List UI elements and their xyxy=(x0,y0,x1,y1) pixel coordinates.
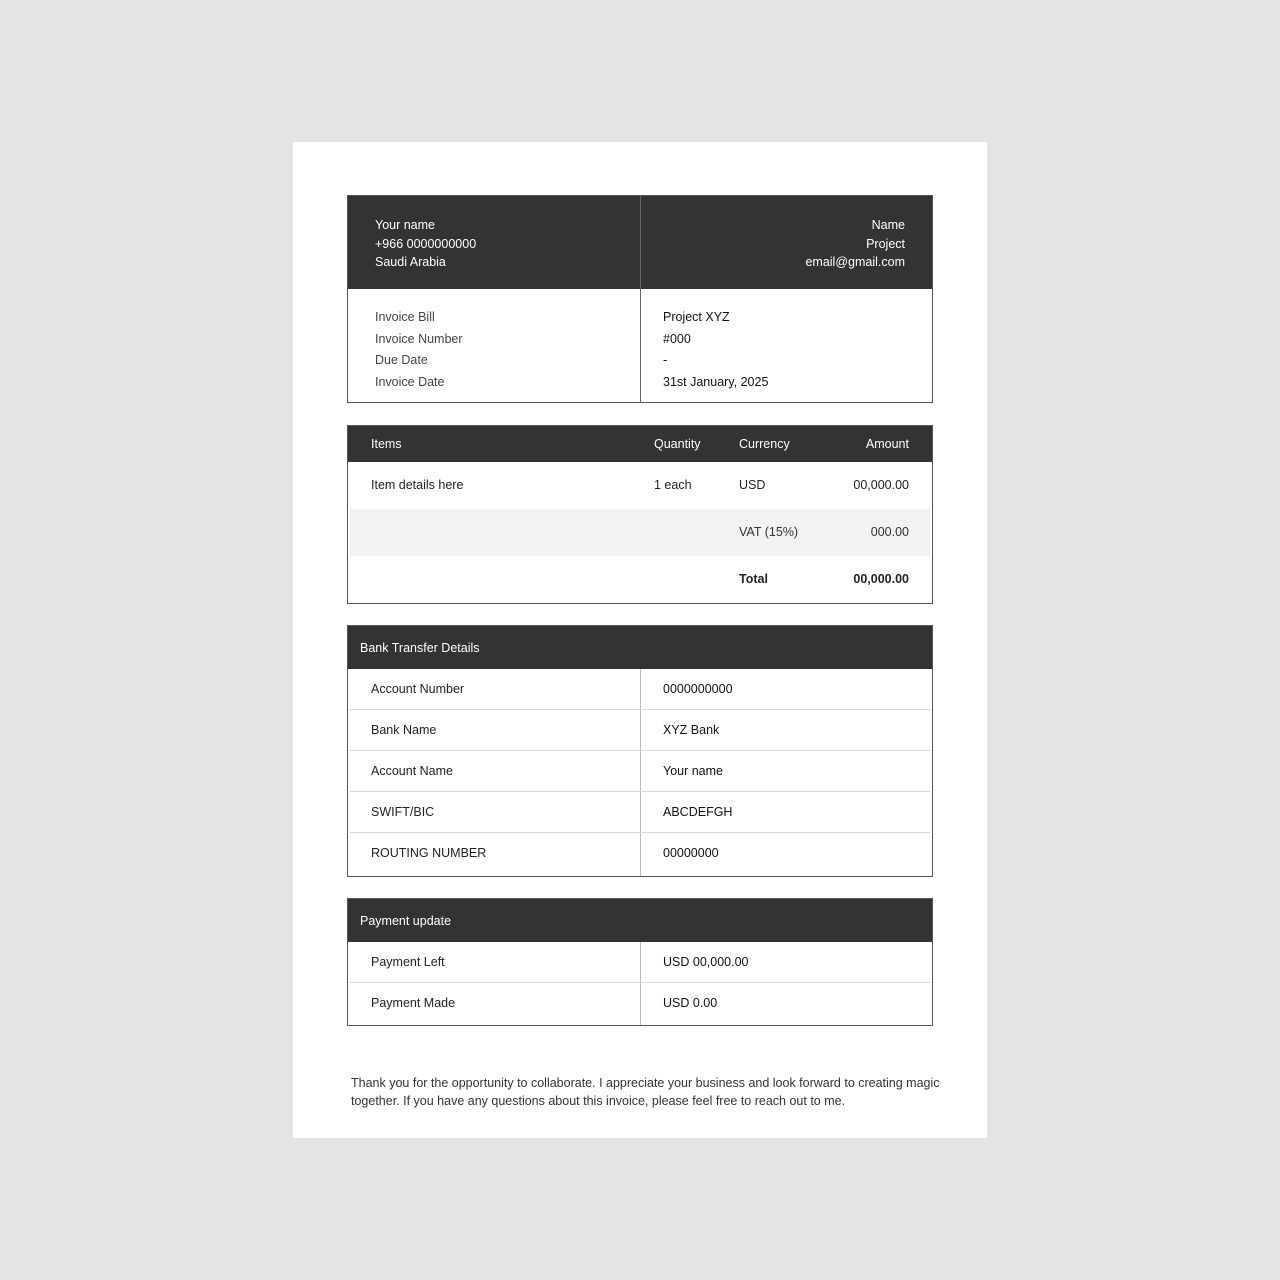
payment-row-left xyxy=(350,942,930,983)
payment-label: Payment Made xyxy=(371,996,456,1010)
recipient-name: Name xyxy=(871,218,905,232)
item-details: Item details here xyxy=(371,478,464,492)
bank-label: ROUTING NUMBER xyxy=(371,846,487,860)
recipient-block xyxy=(805,216,905,272)
thank-you-note: Thank you for the opportunity to collaborate. I appreciate your business and look forward to creating magic together. If you have any questions about this invoice, please feel free to reach out to me. xyxy=(351,1076,940,1108)
sender-country: Saudi Arabia xyxy=(375,255,446,269)
total-label: Total xyxy=(739,572,768,586)
invoice-meta-values xyxy=(663,307,768,393)
bank-value: 00000000 xyxy=(663,846,719,860)
items-table-header xyxy=(348,426,932,462)
item-amount: 00,000.00 xyxy=(853,478,909,492)
item-currency: USD xyxy=(739,478,766,492)
total-amount: 00,000.00 xyxy=(853,572,909,586)
payment-update-title: Payment update xyxy=(360,914,452,928)
bank-row-bank-name xyxy=(350,710,930,751)
payment-row-made xyxy=(350,983,930,1024)
header-divider xyxy=(640,196,641,402)
header-amount: Amount xyxy=(865,437,909,451)
meta-label-due-date: Due Date xyxy=(375,353,428,367)
meta-value-due-date: - xyxy=(663,353,668,367)
bank-value: 0000000000 xyxy=(663,682,733,696)
payment-update-title-bar xyxy=(348,899,932,942)
sender-phone: +966 0000000000 xyxy=(375,236,477,251)
sender-block xyxy=(375,216,476,272)
bank-label: Account Name xyxy=(371,764,453,778)
bank-label: Account Number xyxy=(371,682,465,696)
header-quantity: Quantity xyxy=(654,437,701,451)
header-items: Items xyxy=(371,437,402,451)
meta-value-number: #000 xyxy=(663,331,691,346)
header-currency: Currency xyxy=(739,437,790,451)
bank-value: ABCDEFGH xyxy=(663,805,733,819)
bank-value: Your name xyxy=(663,764,723,778)
meta-label-invoice-date: Invoice Date xyxy=(375,374,445,389)
invoice-meta-labels xyxy=(375,307,463,393)
recipient-project: Project xyxy=(866,236,905,251)
meta-value-invoice-date: 31st January, 2025 xyxy=(663,374,769,389)
meta-label-number: Invoice Number xyxy=(375,331,463,346)
vat-row xyxy=(350,509,930,556)
bank-transfer-title: Bank Transfer Details xyxy=(360,641,480,655)
payment-value: USD 0.00 xyxy=(663,996,718,1010)
bank-value: XYZ Bank xyxy=(663,723,720,737)
bank-transfer-section xyxy=(347,625,933,877)
bank-label: SWIFT/BIC xyxy=(371,805,435,819)
items-table xyxy=(347,425,933,604)
payment-update-section xyxy=(347,898,933,1026)
bank-transfer-title-bar xyxy=(348,626,932,669)
bank-row-swift xyxy=(350,792,930,833)
meta-value-bill: Project XYZ xyxy=(663,310,730,324)
sender-name: Your name xyxy=(375,218,435,232)
vat-amount: 000.00 xyxy=(870,525,909,539)
payment-label: Payment Left xyxy=(371,955,445,969)
recipient-email: email@gmail.com xyxy=(805,255,905,269)
bank-row-account-name xyxy=(350,751,930,792)
item-quantity: 1 each xyxy=(654,478,692,492)
bank-row-routing xyxy=(350,833,930,874)
bank-label: Bank Name xyxy=(371,723,437,737)
meta-label-bill: Invoice Bill xyxy=(375,310,435,324)
payment-value: USD 00,000.00 xyxy=(663,955,749,969)
vat-label: VAT (15%) xyxy=(739,525,799,539)
bank-row-account-number xyxy=(350,669,930,710)
invoice-header-section xyxy=(347,195,933,403)
invoice-page xyxy=(293,142,987,1138)
